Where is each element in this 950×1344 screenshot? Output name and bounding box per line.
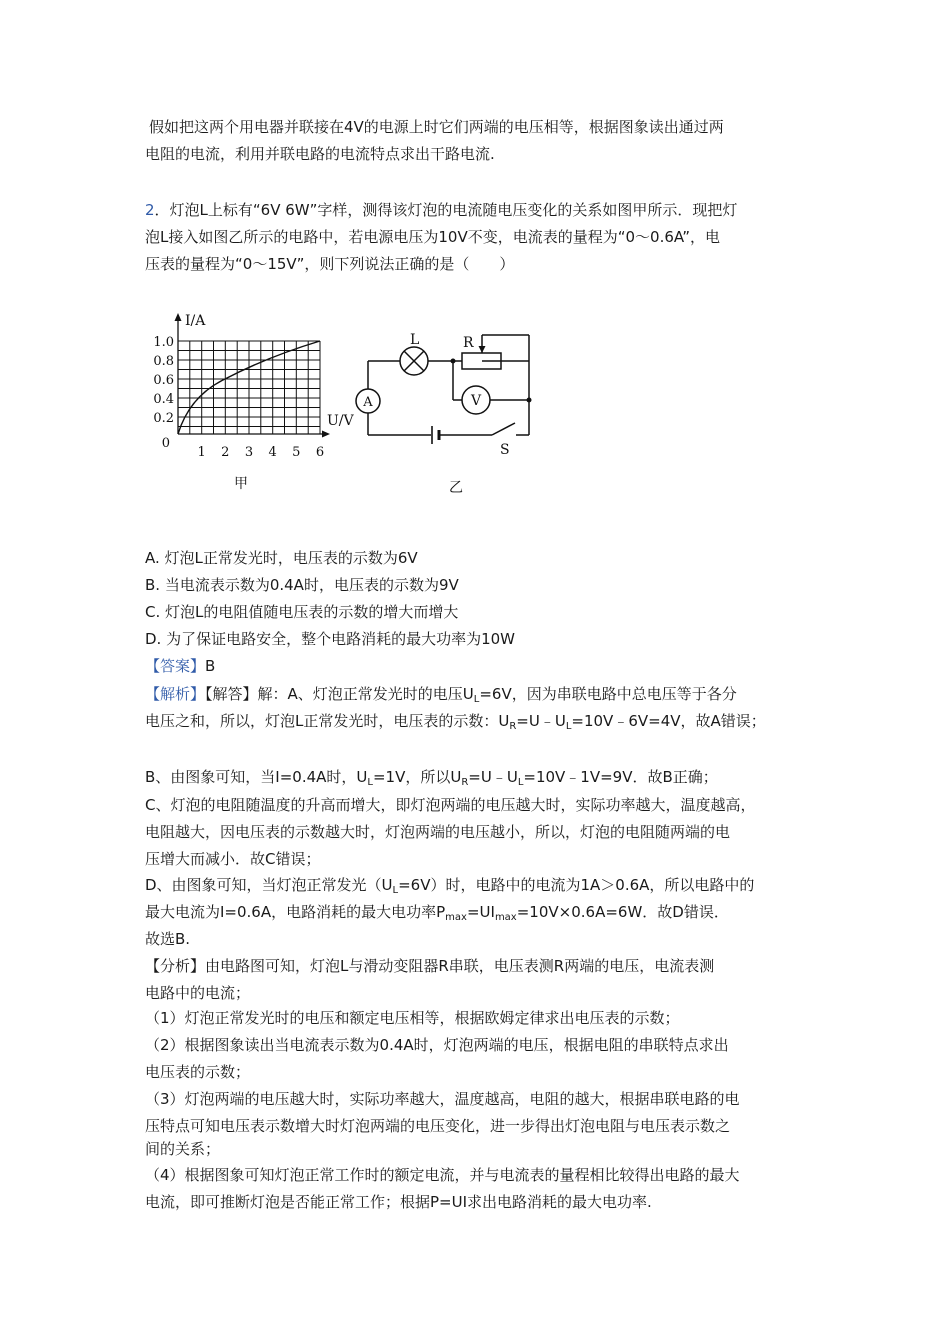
- analysis-text: =6V）时，电路中的电流为1A＞0.6A，所以电路中的: [398, 876, 755, 894]
- subscript: R: [461, 777, 469, 788]
- fenxi-line-5: 电压表的示数；: [145, 1063, 251, 1081]
- analysis-line-1: [145, 684, 737, 704]
- fenxi-line-9: （4）根据图象可知灯泡正常工作时的额定电流，并与电流表的量程相比较得出电路的最大: [145, 1166, 740, 1184]
- analysis-text: =U﹣U: [516, 712, 566, 730]
- figure-jia-graph: [140, 310, 360, 495]
- analysis-text: 【解答】解：A、灯泡正常发光时的电压U: [205, 685, 474, 703]
- y-tick-label: 0.8: [153, 354, 174, 369]
- question-line-3: 压表的量程为“0～15V”，则下列说法正确的是（ ）: [145, 255, 515, 273]
- option-b: B. 当电流表示数为0.4A时，电压表的示数为9V: [145, 576, 459, 594]
- y-tick-label: 0.4: [153, 392, 174, 407]
- svg-text:V: V: [470, 393, 482, 409]
- analysis-tag: 【解析】: [145, 685, 206, 703]
- analysis-text: B、由图象可知，当I=0.4A时，U: [145, 768, 368, 786]
- fenxi-line-6: （3）灯泡两端的电压越大时，实际功率越大，温度越高，电阻的越大，根据串联电路的电: [145, 1090, 740, 1108]
- subscript: max: [494, 912, 517, 923]
- fenxi-line-7: 压特点可知电压表示数增大时灯泡两端的电压变化，进一步得出灯泡电阻与电压表示数之: [145, 1117, 731, 1135]
- lamp-label: L: [410, 332, 420, 348]
- analysis-c-line-3: 压增大而减小．故C错误；: [145, 850, 321, 868]
- option-a: A. 灯泡L正常发光时，电压表的示数为6V: [145, 549, 418, 567]
- question-text: ．灯泡L上标有“6V 6W”字样，测得该灯泡的电流随电压变化的关系如图甲所示．现把灯: [154, 201, 738, 219]
- analysis-text: =1V，所以U: [372, 768, 462, 786]
- analysis-text: 电压之和，所以，灯泡L正常发光时，电压表的示数：U: [145, 712, 510, 730]
- rheostat-label: R: [463, 335, 474, 351]
- analysis-text: =10V×0.6A=6W．故D错误．: [516, 903, 729, 921]
- ammeter-symbol: [356, 389, 380, 413]
- x-tick-label: 5: [292, 445, 301, 460]
- analysis-text: D、由图象可知，当灯泡正常发光（U: [145, 876, 393, 894]
- analysis-line-2: [145, 711, 766, 731]
- y-tick-label: 0.2: [153, 411, 174, 426]
- fenxi-line-3: （1）灯泡正常发光时的电压和额定电压相等，根据欧姆定律求出电压表的示数；: [145, 1009, 680, 1027]
- option-c: C. 灯泡L的电阻值随电压表的示数的增大而增大: [145, 603, 459, 621]
- intro-line-1: 假如把这两个用电器并联接在4V的电源上时它们两端的电压相等，根据图象读出通过两: [149, 118, 724, 136]
- analysis-text: =10V﹣6V=4V，故A错误；: [571, 712, 766, 730]
- x-tick-label: 1: [197, 445, 206, 460]
- voltmeter-symbol: [462, 386, 490, 414]
- svg-text:A: A: [363, 395, 373, 410]
- x-tick-label: 3: [244, 445, 254, 460]
- y-axis-label: I/A: [185, 313, 206, 329]
- answer-line: [145, 656, 215, 676]
- subscript: R: [509, 721, 517, 732]
- fenxi-line-2: 电路中的电流；: [145, 984, 251, 1002]
- analysis-c-line-2: 电阻越大，因电压表的示数越大时，灯泡两端的电压越小，所以，灯泡的电阻随两端的电: [145, 823, 731, 841]
- lamp-symbol: [400, 347, 428, 375]
- origin-label: 0: [161, 436, 170, 451]
- analysis-c-line-1: C、灯泡的电阻随温度的升高而增大，即灯泡两端的电压越大时，实际功率越大，温度越高，: [145, 796, 756, 814]
- figure-yi-caption: 乙: [449, 480, 463, 496]
- switch-label: S: [500, 442, 510, 458]
- analysis-text: =U﹣U: [468, 768, 518, 786]
- answer-tag: 【答案】: [145, 657, 206, 675]
- question-line-1: [145, 200, 737, 220]
- answer-value: B: [205, 657, 216, 675]
- analysis-d-line-2: [145, 902, 729, 922]
- analysis-text: =UI: [466, 903, 495, 921]
- analysis-conclusion: 故选B.: [145, 930, 191, 948]
- fenxi-line-10: 电流，即可推断灯泡是否能正常工作；根据P=UI求出电路消耗的最大电功率.: [145, 1193, 652, 1211]
- x-axis-label: U/V: [327, 413, 354, 429]
- analysis-text: =6V，因为串联电路中总电压等于各分: [479, 685, 737, 703]
- analysis-text: =10V﹣1V=9V．故B正确；: [523, 768, 718, 786]
- fenxi-line-8: 间的关系；: [145, 1140, 221, 1158]
- subscript: L: [367, 777, 373, 788]
- y-tick-label: 1.0: [153, 335, 174, 350]
- analysis-b-line: [145, 767, 718, 787]
- intro-line-2: 电阻的电流，利用并联电路的电流特点求出干路电流.: [145, 145, 495, 163]
- analysis-d-line-1: [145, 875, 754, 895]
- subscript: L: [517, 777, 524, 788]
- figure-yi-circuit: [340, 322, 540, 507]
- fenxi-line-1: 【分析】由电路图可知，灯泡L与滑动变阻器R串联，电压表测R两端的电压，电流表测: [145, 957, 715, 975]
- x-tick-label: 4: [268, 445, 277, 460]
- subscript: max: [445, 912, 467, 923]
- question-line-2: 泡L接入如图乙所示的电路中，若电源电压为10V不变，电流表的量程为“0～0.6A”，电: [145, 228, 721, 246]
- x-tick-label: 6: [315, 445, 325, 460]
- fenxi-line-4: （2）根据图象读出当电流表示数为0.4A时，灯泡两端的电压，根据电阻的串联特点求出: [145, 1036, 729, 1054]
- analysis-text: 最大电流为I=0.6A，电路消耗的最大电功率P: [145, 903, 446, 921]
- y-tick-label: 0.6: [153, 373, 174, 388]
- subscript: L: [473, 694, 480, 705]
- subscript: L: [565, 721, 572, 732]
- subscript: L: [392, 885, 399, 896]
- figure-jia-caption: 甲: [234, 476, 248, 492]
- x-tick-label: 2: [221, 445, 230, 460]
- option-d: D. 为了保证电路安全，整个电路消耗的最大功率为10W: [145, 630, 516, 648]
- question-number: 2: [145, 201, 155, 219]
